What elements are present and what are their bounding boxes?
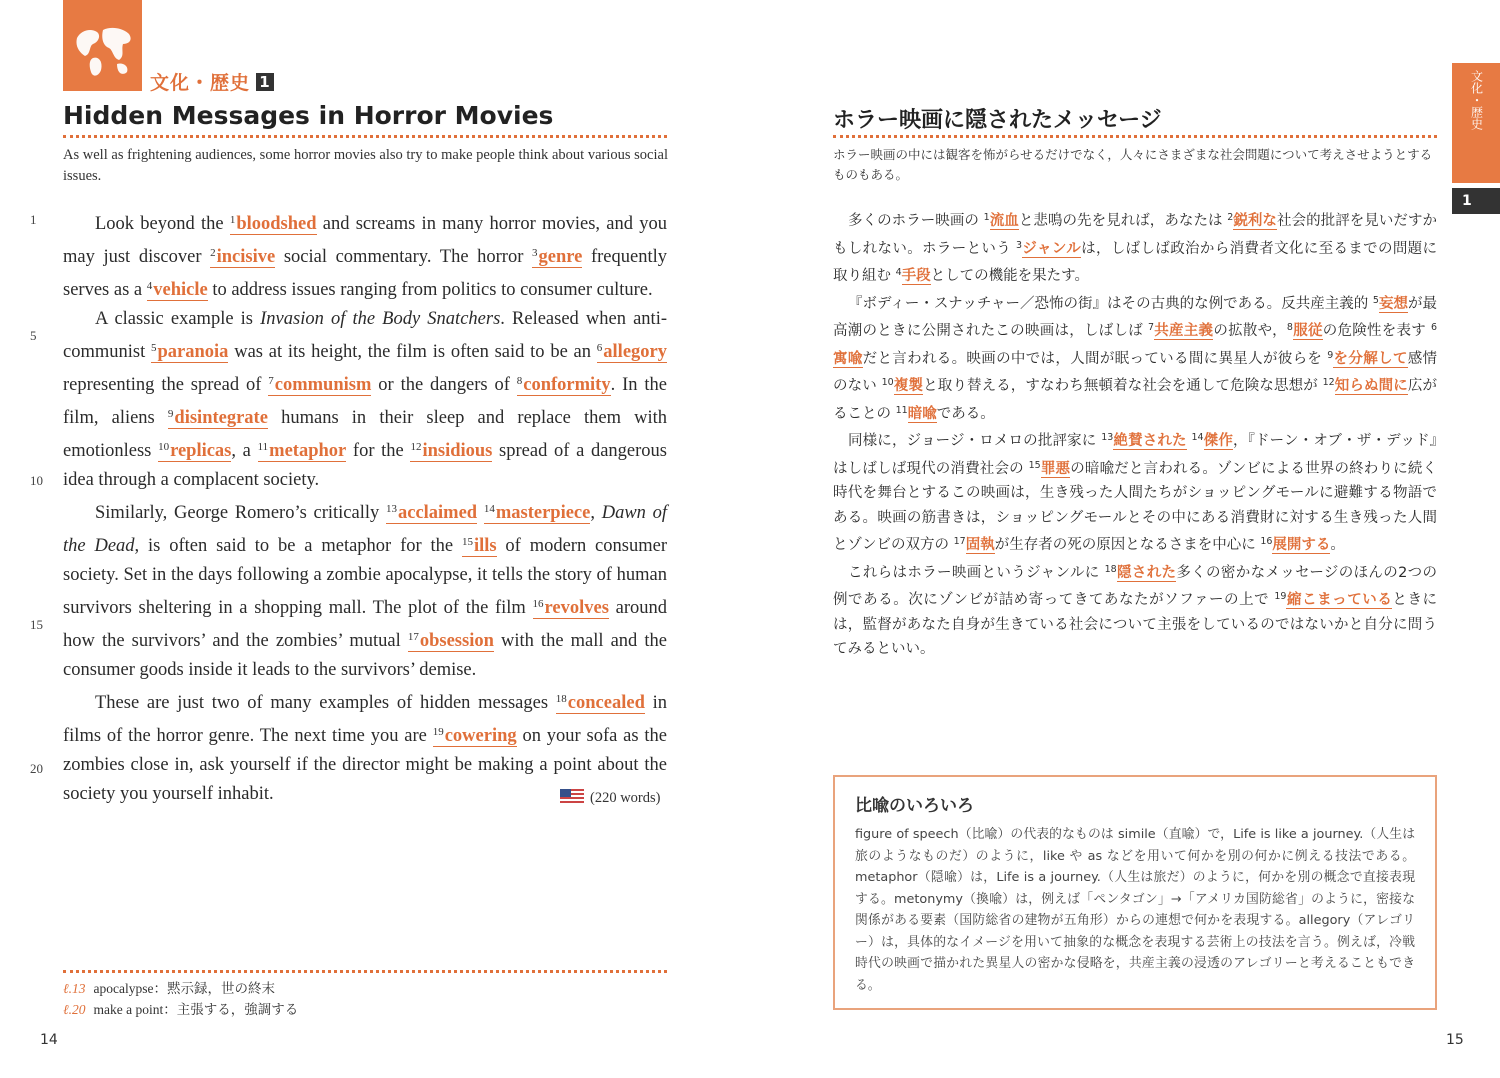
page-number-right: 15 [1446, 1032, 1464, 1048]
translation-lead: ホラー映画の中には観客を怖がらせるだけでなく，人々にさまざまな社会問題について考えさせようとするものもある。 [833, 147, 1433, 182]
translation-title-divider [833, 135, 1437, 138]
vocab-word: $^{10}$replicas [158, 441, 232, 461]
vocab-word: $^{19}$cowering [432, 726, 517, 746]
article-title: Hidden Messages in Horror Movies [63, 101, 554, 130]
vocab-word: $^{16}$revolves [532, 598, 609, 618]
paragraph-2: A classic example is Invasion of the Body Snatchers. Released when anti-communist $^5$paranoia was at its height, the film is often said to be an $^6$allegory representing the spread of $^7$communism or the dangers of $^8$conformity. In the film, aliens $^9$disintegrate humans in their sleep and replace them with emotionless $^{10}$replicas, a $^{11}$metaphor for the $^{12}$insidious spread of a dangerous idea through a complacent society. [63, 309, 668, 490]
translation-body [833, 206, 1437, 662]
notes-divider [63, 970, 667, 973]
translation-paragraph-2: 『ボディー・スナッチャー／恐怖の街』はその古典的な例である。反共産主義的 $^5$妄想が最高潮のときに公開されたこの映画は，しばしば $^7$共産主義の拡散や，$^8$服従の危険性を表す $^6$寓喩だと言われる。映画の中では，人間が眠っている間に異星人が彼らを $^9$を分解して感情のない $^{10}$複製と取り替える，すなわち無頓着な社会を通して危険な思想が $^{12}$知らぬ間に広がることの $^{11}$暗喩である。 [833, 294, 1438, 422]
vocab-word: $^4$vehicle [146, 280, 208, 300]
column-box [833, 775, 1437, 1010]
page-number-left: 14 [40, 1032, 58, 1048]
footnote: ℓ.20 make a point：主張する，強調する [63, 1002, 299, 1017]
category-icon-box [63, 0, 142, 91]
article-lead: As well as frightening audiences, some horror movies also try to make people think about various social issues. [63, 147, 668, 184]
vocab-word: $^{13}$acclaimed [385, 503, 478, 523]
translation-paragraph-1: 多くのホラー映画の $^1$流血と悲鳴の先を見れば，あなたは $^2$鋭利な社会的批評を見いだすかもしれない。ホラーという $^3$ジャンルは，しばしば政治から消費者文化に至るまでの問題に取り組む $^4$手段としての機能を果たす。 [833, 212, 1438, 284]
vocab-word: $^5$paranoia [151, 342, 229, 362]
article-body [63, 206, 667, 809]
title-divider [63, 135, 667, 138]
footnote: ℓ.13 apocalypse：黙示録，世の終末 [63, 981, 275, 996]
column-title: 比喩のいろいろ [855, 796, 974, 816]
category-label: 文化・歴史 1 [150, 68, 274, 95]
vocab-word: $^{14}$masterpiece [483, 503, 591, 523]
vocab-word: $^{11}$metaphor [257, 441, 347, 461]
vocab-word: $^7$communism [268, 375, 372, 395]
vocab-word: $^8$conformity [516, 375, 611, 395]
vocab-word: $^2$incisive [210, 247, 276, 267]
line-number: 1 [30, 212, 37, 227]
vocab-word: $^1$bloodshed [229, 214, 317, 234]
paragraph-4: These are just two of many examples of hidden messages $^{18}$concealed in films of the horror genre. The next time you are $^{19}$cowering on your sofa as the zombies close in, ask yourself if the director might be making a point about the society you yourself inhabit. [63, 693, 668, 804]
translation-title: ホラー映画に隠されたメッセージ [833, 108, 1162, 133]
vocab-word: $^{17}$obsession [407, 631, 494, 651]
line-number: 5 [30, 328, 37, 343]
vocab-word: $^{12}$insidious [410, 441, 493, 461]
column-text: figure of speech（比喩）の代表的なものは simile（直喩）で，Life is like a journey.（人生は旅のようなものだ）のように，like や as などを用いて何かを別の何かに例える技法である。metaphor（隠喩）は，Life is a journey.（人生は旅だ）のように，何かを別の概念で直接表現する。metonymy（換喩）は，例えば「ペンタゴン」→「アメリカ国防総省」のように，密接な関係がある要素（国防総省の建物が五角形）からの連想で何かを表現する。allegory（アレゴリー）は，具体的なイメージを用いて抽象的な概念を表現する芸術上の技法を言う。例えば，冷戦時代の映画で描かれた異星人の密かな侵略を，共産主義の浸透のアレゴリーと考えることもできる。 [855, 827, 1415, 993]
side-tab-number: 1 [1452, 188, 1500, 214]
vocab-word: $^9$disintegrate [167, 408, 268, 428]
vocab-word: $^3$genre [532, 247, 583, 267]
paragraph-1: Look beyond the $^1$bloodshed and screams in many horror movies, and you may just discover $^2$incisive social commentary. The horror $^3$genre frequently serves as a $^4$vehicle to address issues ranging from politics to consumer culture. [63, 214, 667, 300]
world-map-icon [63, 0, 142, 91]
footnotes [63, 978, 298, 1020]
line-number: 10 [30, 473, 43, 488]
line-number: 20 [30, 761, 43, 776]
translation-paragraph-4: これらはホラー映画というジャンルに $^{18}$隠された多くの密かなメッセージのほんの2つの例である。次にゾンビが詰め寄ってきてあなたがソファーの上で $^{19}$縮こまっているときには，監督があなた自身が生きている社会について主張をしているのではないかと自分に問うてみるといい。 [833, 563, 1437, 657]
line-number: 15 [30, 617, 43, 632]
vocab-word: $^{18}$concealed [555, 693, 645, 713]
translation-paragraph-3: 同様に，ジョージ・ロメロの批評家に $^{13}$絶賛された $^{14}$傑作，『ドーン・オブ・ザ・デッド』はしばしば現代の消費社会の $^{15}$罪悪の暗喩だと言われる。ゾンビによる世界の終わりに続く時代を舞台とするこの映画は，生き残った人間たちがショッピングモールに避難する物語である。映画の筋書きは，ショッピングモールとその中にある消費財に対する生き残った人間とゾンビの双方の $^{17}$固執が生存者の死の原因となるさまを中心に $^{16}$展開する。 [833, 432, 1438, 553]
word-count: (220 words) [560, 789, 660, 807]
us-flag-icon [560, 789, 584, 804]
vocab-word: $^{15}$ills [461, 536, 497, 556]
category-number-badge: 1 [256, 73, 274, 91]
side-tab-category: 文化・歴史 [1452, 63, 1500, 183]
paragraph-3: Similarly, George Romero’s critically $^{13}$acclaimed $^{14}$masterpiece, Dawn of the Dead, is often said to be a metaphor for the $^{15}$ills of modern consumer society. Set in the days following a zombie apocalypse, it tells the story of human survivors sheltering in a shopping mall. The plot of the film $^{16}$revolves around how the survivors’ and the zombies’ mutual $^{17}$obsession with the mall and the consumer goods inside it leads to the survivors’ demise. [63, 503, 668, 680]
vocab-word: $^6$allegory [596, 342, 667, 362]
